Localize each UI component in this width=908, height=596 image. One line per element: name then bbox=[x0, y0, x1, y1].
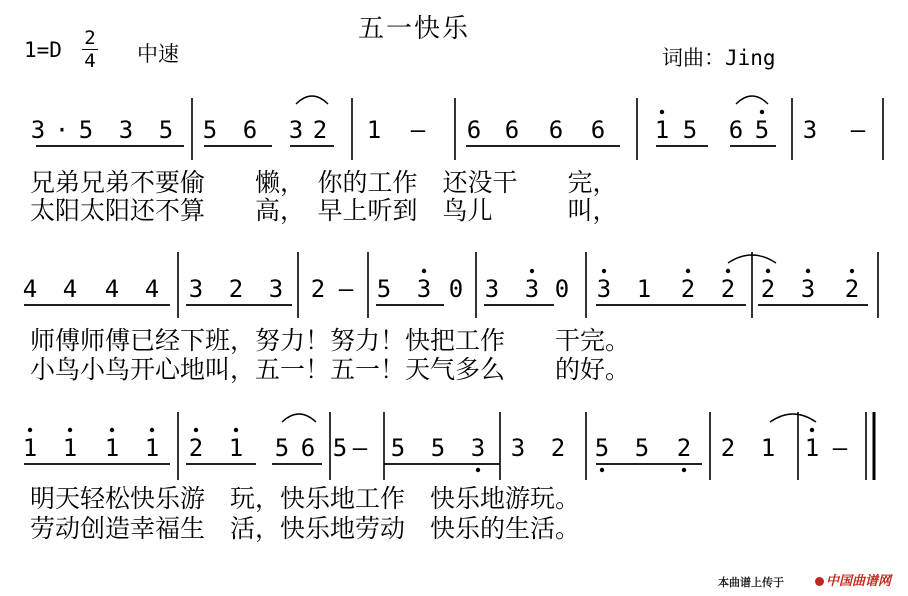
row1-note-8: 3 bbox=[288, 116, 304, 144]
row3-note-7: 5 bbox=[274, 434, 290, 462]
row2-note-7: 3 bbox=[268, 275, 284, 303]
row2-note-21: 3 bbox=[800, 275, 816, 303]
row2-note-22: 2 bbox=[844, 275, 860, 303]
logo-mark-icon bbox=[815, 577, 824, 586]
row3-note-11: 5 bbox=[390, 434, 406, 462]
row3-octave-dot-above-2 bbox=[68, 428, 72, 432]
lyrics-row3-verse2: 劳动创造幸福生 活，快乐地劳动 快乐的生活。 bbox=[30, 514, 581, 543]
row1-note-3: 5 bbox=[78, 116, 94, 144]
site-name: 中国曲谱网 bbox=[826, 574, 892, 589]
row2-note-15: 0 bbox=[554, 275, 570, 303]
row2-note-9: – bbox=[338, 275, 354, 303]
row2-note-3: 4 bbox=[104, 275, 120, 303]
row1-note-4: 3 bbox=[118, 116, 134, 144]
row2-note-1: 4 bbox=[22, 275, 38, 303]
row2-note-14: 3 bbox=[524, 275, 540, 303]
row1-tie-1 bbox=[296, 96, 328, 104]
row1-note-5: 5 bbox=[158, 116, 174, 144]
row2-note-17: 1 bbox=[636, 275, 652, 303]
row2-note-16: 3 bbox=[596, 275, 612, 303]
row1-note-10: 1 bbox=[366, 116, 382, 144]
row3-octave-dot-above-5 bbox=[194, 428, 198, 432]
row3-octave-dot-above-3 bbox=[110, 428, 114, 432]
row1-note-9: 2 bbox=[312, 116, 328, 144]
row3-note-1: 1 bbox=[22, 434, 38, 462]
row3-note-19: 2 bbox=[720, 434, 736, 462]
row1-note-7: 6 bbox=[242, 116, 258, 144]
row3-note-4: 1 bbox=[144, 434, 160, 462]
time-signature-denominator: 4 bbox=[84, 50, 96, 72]
row1-note-11: – bbox=[410, 116, 426, 144]
row3-note-10: – bbox=[352, 434, 368, 462]
row1-note-18: 6 bbox=[728, 116, 744, 144]
row3-note-8: 6 bbox=[300, 434, 316, 462]
lyrics-row1-verse1: 兄弟兄弟不要偷 懒， 你的工作 还没干 完， bbox=[30, 168, 618, 197]
row1-note-12: 6 bbox=[466, 116, 482, 144]
row2-note-13: 3 bbox=[484, 275, 500, 303]
row1-note-6: 5 bbox=[202, 116, 218, 144]
row3-note-13: 3 bbox=[470, 434, 486, 462]
row3-note-22: – bbox=[832, 434, 848, 462]
row3-octave-dot-above-4 bbox=[150, 428, 154, 432]
row3-note-16: 5 bbox=[594, 434, 610, 462]
row2-octave-dot-above-21 bbox=[806, 269, 810, 273]
row3-octave-dot-below-13 bbox=[476, 468, 480, 472]
row3-octave-dot-below-18 bbox=[682, 468, 686, 472]
lyrics-row1-verse2: 太阳太阳还不算 高， 早上听到 鸟儿 叫， bbox=[30, 196, 618, 225]
row3-note-2: 1 bbox=[62, 434, 78, 462]
row1-note-16: 1 bbox=[654, 116, 670, 144]
row3-note-14: 3 bbox=[510, 434, 526, 462]
tempo-marking: 中速 bbox=[137, 42, 179, 66]
row1-note-1: 3 bbox=[30, 116, 46, 144]
row1-note-19: 5 bbox=[754, 116, 770, 144]
row2-note-4: 4 bbox=[144, 275, 160, 303]
row3-note-15: 2 bbox=[550, 434, 566, 462]
lyrics-row2-verse1: 师傅师傅已经下班，努力！努力！快把工作 干完。 bbox=[30, 326, 631, 355]
row2-octave-dot-above-19 bbox=[726, 269, 730, 273]
row3-note-5: 2 bbox=[188, 434, 204, 462]
row1-note-13: 6 bbox=[504, 116, 520, 144]
row3-octave-dot-above-21 bbox=[810, 428, 814, 432]
row3-note-21: 1 bbox=[804, 434, 820, 462]
row1-note-2: · bbox=[54, 116, 70, 144]
credit-name: Jing bbox=[725, 46, 776, 70]
row3-octave-dot-above-6 bbox=[234, 428, 238, 432]
key-signature: 1=D bbox=[24, 38, 62, 62]
site-logo bbox=[815, 570, 891, 589]
row2-octave-dot-above-14 bbox=[530, 269, 534, 273]
row1-note-21: – bbox=[850, 116, 866, 144]
lyrics-row3-verse1: 明天轻松快乐游 玩，快乐地工作 快乐地游玩。 bbox=[30, 484, 581, 513]
row2-octave-dot-above-18 bbox=[686, 269, 690, 273]
row3-octave-dot-below-16 bbox=[600, 468, 604, 472]
row2-octave-dot-above-11 bbox=[422, 269, 426, 273]
row3-tie-1 bbox=[282, 414, 316, 422]
row1-note-17: 5 bbox=[682, 116, 698, 144]
upload-note: 本曲谱上传于 bbox=[718, 576, 784, 589]
row1-note-15: 6 bbox=[590, 116, 606, 144]
row3-note-20: 1 bbox=[760, 434, 776, 462]
row2-octave-dot-above-20 bbox=[766, 269, 770, 273]
row3-note-6: 1 bbox=[228, 434, 244, 462]
row2-note-8: 2 bbox=[310, 275, 326, 303]
row2-note-20: 2 bbox=[760, 275, 776, 303]
row3-octave-dot-above-1 bbox=[28, 428, 32, 432]
row1-note-20: 3 bbox=[802, 116, 818, 144]
row3-note-9: 5 bbox=[332, 434, 348, 462]
row2-note-10: 5 bbox=[376, 275, 392, 303]
row2-note-18: 2 bbox=[680, 275, 696, 303]
time-signature-numerator: 2 bbox=[84, 27, 96, 49]
row3-note-18: 2 bbox=[676, 434, 692, 462]
row3-note-12: 5 bbox=[430, 434, 446, 462]
row2-octave-dot-above-16 bbox=[602, 269, 606, 273]
song-title: 五一快乐 bbox=[358, 14, 471, 44]
row1-octave-dot-above-16 bbox=[660, 110, 664, 114]
row2-note-6: 2 bbox=[228, 275, 244, 303]
row3-tie-2 bbox=[770, 414, 816, 422]
row2-note-11: 3 bbox=[416, 275, 432, 303]
row2-note-19: 2 bbox=[720, 275, 736, 303]
row3-note-17: 5 bbox=[634, 434, 650, 462]
row2-octave-dot-above-22 bbox=[850, 269, 854, 273]
row1-note-14: 6 bbox=[548, 116, 564, 144]
row1-octave-dot-above-19 bbox=[760, 110, 764, 114]
row1-tie-2 bbox=[736, 96, 768, 104]
row2-note-2: 4 bbox=[62, 275, 78, 303]
lyrics-row2-verse2: 小鸟小鸟开心地叫，五一！五一！天气多么 的好。 bbox=[30, 355, 631, 384]
credit-label: 词曲： bbox=[662, 46, 725, 70]
row2-note-12: 0 bbox=[448, 275, 464, 303]
row2-note-5: 3 bbox=[188, 275, 204, 303]
row3-note-3: 1 bbox=[104, 434, 120, 462]
